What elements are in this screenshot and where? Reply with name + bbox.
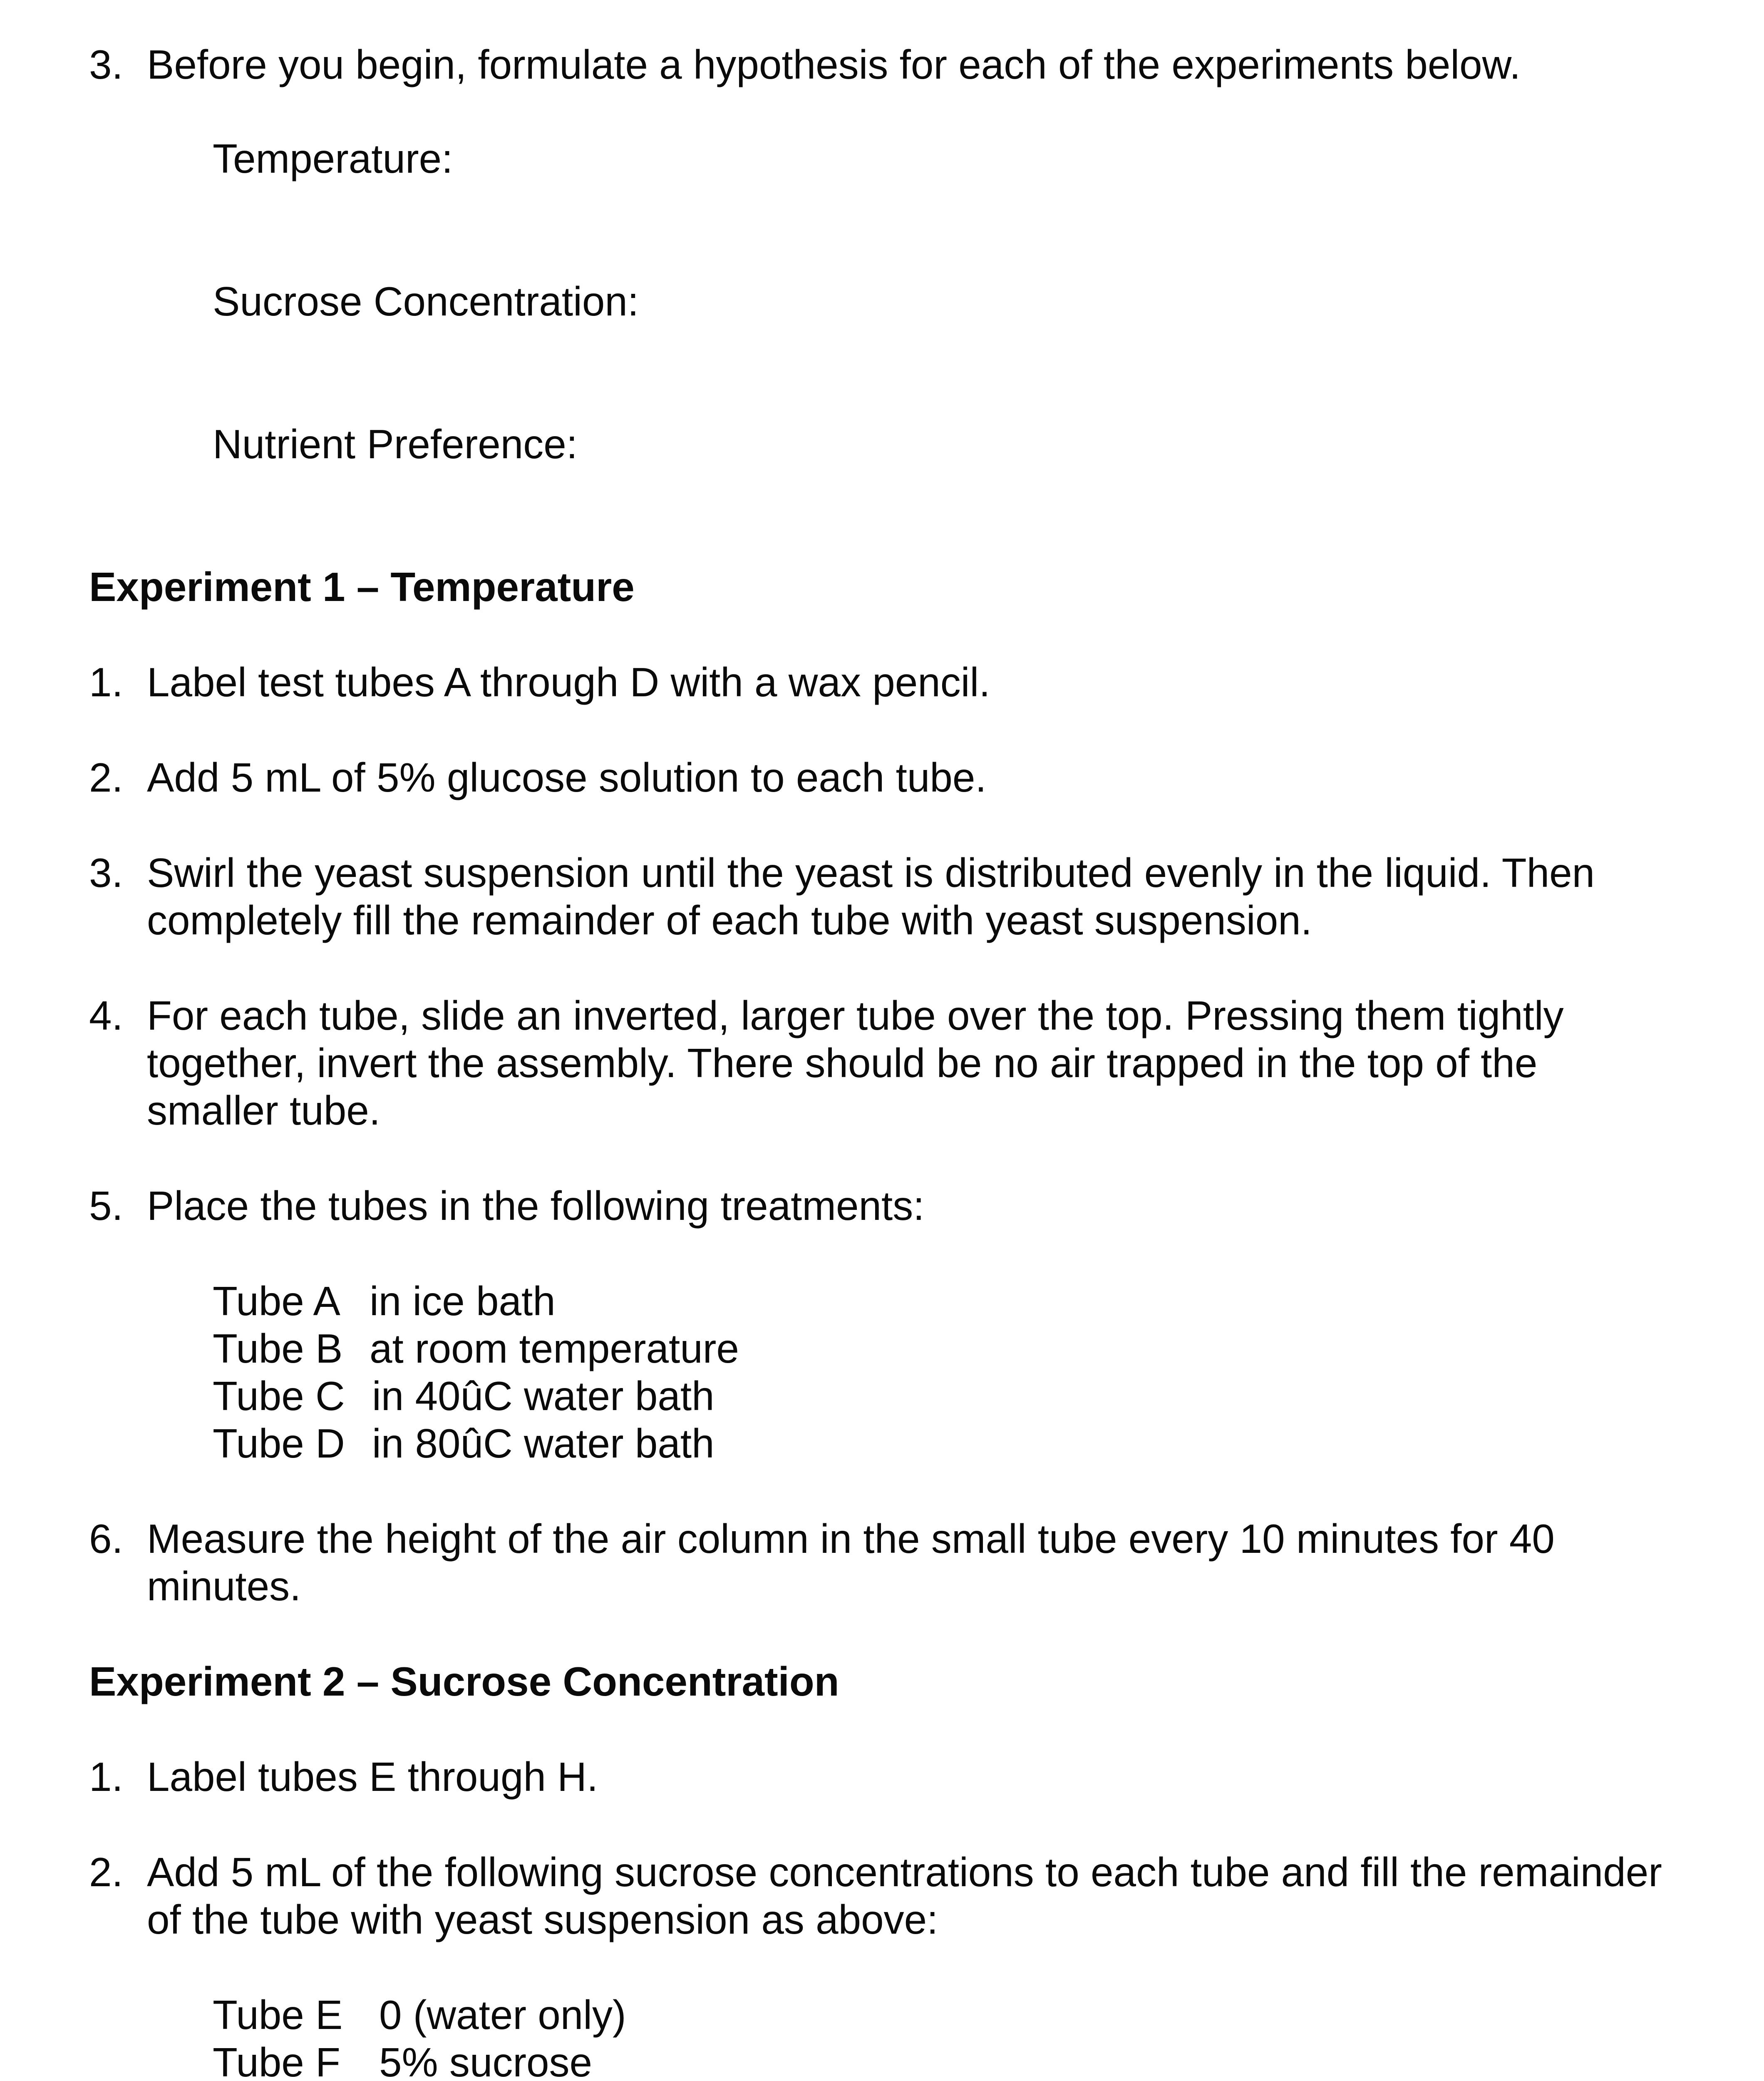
exp1-step6-line1: Measure the height of the air column in the small tube every 10 minutes for 40 [147, 1516, 1555, 1562]
exp2-step1-number: 1. [89, 1754, 123, 1800]
concentration-value: 5% sucrose [379, 2039, 593, 2081]
exp1-step4-line3: smaller tube. [147, 1088, 381, 1133]
exp1-step4-line2: together, invert the assembly. There should be no air trapped in the top of the [147, 1040, 1538, 1086]
hypothesis-prompt-nutrient: Nutrient Preference: [213, 421, 578, 467]
exp1-step6-number: 6. [89, 1516, 123, 1562]
treatment-condition: in 40ûC water bath [372, 1373, 715, 1419]
exp1-step3-number: 3. [89, 850, 123, 896]
treatment-tube-label: Tube C [213, 1373, 345, 1419]
exp1-step3-line1: Swirl the yeast suspension until the yeast is distributed evenly in the liquid. Then [147, 850, 1595, 896]
exp1-step2-number: 2. [89, 755, 123, 800]
concentration-tube-label: Tube F [213, 2039, 340, 2081]
treatment-condition: in 80ûC water bath [372, 1420, 715, 1466]
hypothesis-number: 3. [89, 42, 123, 87]
hypothesis-prompt-sucrose: Sucrose Concentration: [213, 278, 639, 324]
exp1-step4-number: 4. [89, 993, 123, 1038]
exp2-step1-text: Label tubes E through H. [147, 1754, 598, 1800]
treatment-condition: in ice bath [370, 1278, 556, 1324]
treatment-row [213, 1372, 920, 1420]
exp1-step1-number: 1. [89, 659, 123, 705]
exp1-step6-line2: minutes. [147, 1563, 301, 1609]
experiment2-heading: Experiment 2 – Sucrose Concentration [89, 1659, 839, 1704]
exp1-step1-text: Label test tubes A through D with a wax pencil. [147, 659, 990, 705]
hypothesis-prompt-temperature: Temperature: [213, 136, 453, 181]
experiment1-heading: Experiment 1 – Temperature [89, 564, 635, 610]
treatment-tube-label: Tube A [213, 1278, 340, 1324]
exp2-step2-line1: Add 5 mL of the following sucrose concentrations to each tube and fill the remainder [147, 1849, 1662, 1895]
concentration-row [213, 1991, 920, 2039]
exp2-step2-line2: of the tube with yeast suspension as above: [147, 1897, 938, 1942]
concentration-tube-label: Tube E [213, 1992, 343, 2038]
hypothesis-instruction: Before you begin, formulate a hypothesis for each of the experiments below. [147, 42, 1521, 87]
exp1-step5-number: 5. [89, 1183, 123, 1229]
exp1-step5-text: Place the tubes in the following treatments: [147, 1183, 925, 1229]
treatment-tube-label: Tube B [213, 1326, 343, 1371]
exp1-step4-line1: For each tube, slide an inverted, larger tube over the top. Pressing them tightly [147, 993, 1564, 1038]
treatment-tube-label: Tube D [213, 1420, 345, 1466]
exp1-step2-text: Add 5 mL of 5% glucose solution to each tube. [147, 755, 987, 800]
treatment-row [213, 1420, 920, 1467]
exp1-step3-line2: completely fill the remainder of each tube with yeast suspension. [147, 897, 1312, 943]
treatment-row [213, 1325, 920, 1372]
exp2-step2-number: 2. [89, 1849, 123, 1895]
treatment-row [213, 1277, 920, 1325]
concentration-value: 0 (water only) [379, 1992, 626, 2038]
concentration-row [213, 2039, 920, 2081]
treatment-condition: at room temperature [370, 1326, 739, 1371]
